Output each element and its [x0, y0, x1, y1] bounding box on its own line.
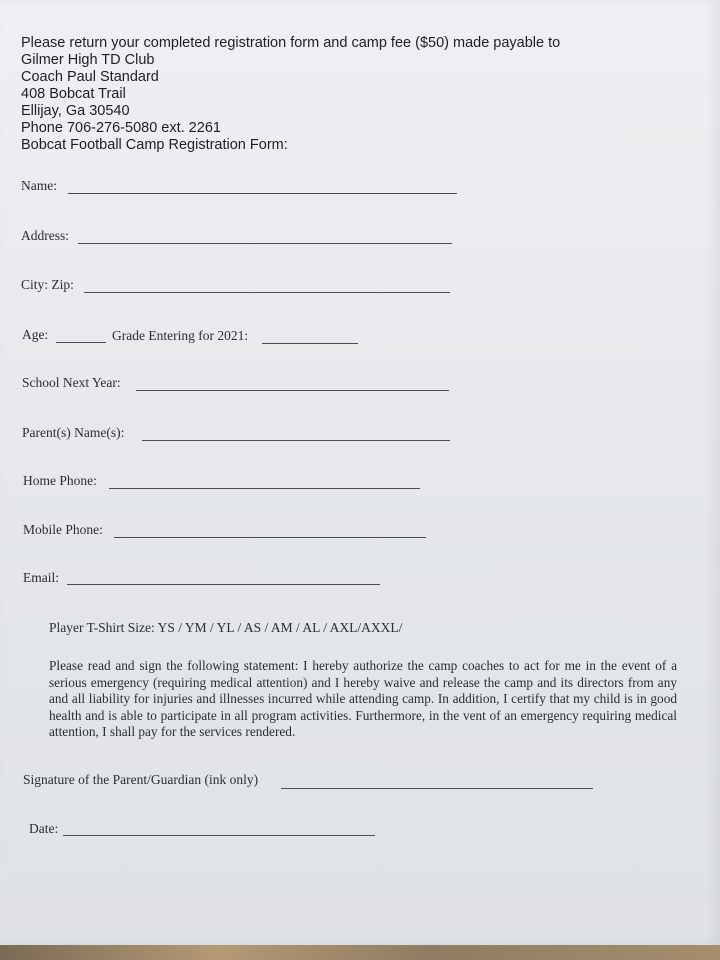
address-label: Address: [21, 228, 69, 243]
coach-name: Coach Paul Standard [21, 69, 159, 85]
home-phone-label: Home Phone: [23, 473, 97, 488]
city-zip-field-line[interactable] [84, 292, 450, 293]
phone-number: Phone 706-276-5080 ext. 2261 [21, 120, 221, 136]
mobile-phone-field-line[interactable] [114, 537, 426, 538]
date-field-line[interactable] [63, 835, 375, 836]
school-field-line[interactable] [136, 390, 449, 391]
club-name: Gilmer High TD Club [21, 52, 155, 68]
email-label: Email: [23, 570, 59, 585]
parents-field-line[interactable] [142, 440, 450, 441]
signature-field-line[interactable] [281, 788, 593, 789]
city-state-zip: Ellijay, Ga 30540 [21, 103, 130, 119]
waiver-statement: Please read and sign the following statement: I hereby authorize the camp coaches to act for me in the event of a serious emergency (requiring medical attention) and I hereby waive and release the camp and its directors from any and all liability for injuries and illnesses incurred while attending camp. In addition, I certify that my child is in good health and is able to participate in all program activities. Furthermore, in the vent of an emergency requiring medical attention, I shall pay for the services rendered. [49, 658, 677, 739]
date-label: Date: [29, 821, 59, 836]
mobile-phone-label: Mobile Phone: [23, 522, 103, 537]
city-zip-label: City: Zip: [21, 277, 74, 292]
email-field-line[interactable] [67, 584, 380, 585]
name-label: Name: [21, 178, 57, 193]
home-phone-field-line[interactable] [109, 488, 420, 489]
tshirt-size-options: Player T-Shirt Size: YS / YM / YL / AS / AM / AL / AXL/AXXL/ [49, 620, 403, 635]
return-instructions: Please return your completed registration form and camp fee ($50) made payable to [21, 35, 561, 51]
form-title: Bobcat Football Camp Registration Form: [21, 137, 288, 153]
address-field-line[interactable] [78, 243, 452, 244]
background-floor [0, 945, 720, 960]
school-label: School Next Year: [22, 375, 121, 390]
grade-label: Grade Entering for 2021: [112, 328, 249, 343]
grade-field-line[interactable] [262, 343, 358, 344]
name-field-line[interactable] [68, 193, 457, 194]
signature-label: Signature of the Parent/Guardian (ink only) [23, 772, 259, 787]
age-label: Age: [22, 327, 49, 342]
parents-label: Parent(s) Name(s): [22, 425, 125, 440]
age-field-line[interactable] [56, 342, 106, 343]
street-address: 408 Bobcat Trail [21, 86, 126, 102]
